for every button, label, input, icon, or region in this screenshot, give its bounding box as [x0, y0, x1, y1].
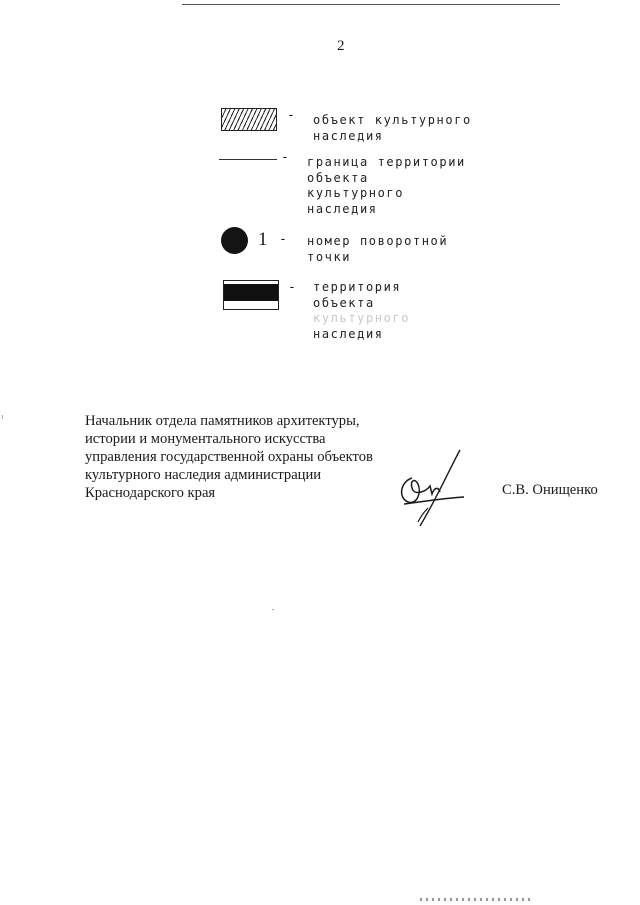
- legend-line: наследия: [313, 128, 384, 143]
- scan-speck: [272, 609, 274, 610]
- handwritten-signature: [390, 448, 470, 528]
- legend-line: объект культурного: [313, 113, 472, 127]
- scan-noise: [420, 898, 530, 901]
- legend-dash: -: [288, 280, 296, 295]
- legend-item-turning-point: [307, 234, 448, 265]
- hatched-object-symbol: [221, 108, 277, 131]
- legend-line: территория: [313, 280, 402, 294]
- legend-line: объекта: [313, 295, 375, 310]
- legend-dash: -: [279, 232, 287, 247]
- territory-fill-symbol: [223, 280, 279, 310]
- legend-line: культурного: [313, 311, 411, 325]
- scan-speck: [2, 415, 3, 419]
- legend-line: граница территории: [307, 155, 466, 169]
- legend-line: объекта: [307, 170, 369, 185]
- legend-line: наследия: [313, 326, 384, 341]
- position-line: истории и монументального искусства: [85, 431, 326, 447]
- position-line: управления государственной охраны объектов: [85, 449, 373, 465]
- position-line: Краснодарского края: [85, 485, 216, 501]
- position-line: Начальник отдела памятников архитектуры,: [85, 413, 360, 429]
- top-edge-line: [182, 4, 560, 5]
- position-line: культурного наследия администрации: [85, 467, 322, 483]
- legend-dash: -: [287, 108, 295, 123]
- legend-item-heritage-territory: [313, 280, 410, 342]
- boundary-line-symbol: [219, 159, 277, 160]
- signer-name: С.В. Онищенко: [502, 482, 598, 498]
- legend-line: культурного: [307, 186, 405, 200]
- legend-line: точки: [307, 249, 352, 264]
- territory-fill: [224, 284, 278, 301]
- signer-position: [85, 412, 405, 502]
- legend-item-heritage-object: [313, 113, 472, 144]
- legend-item-territory-boundary: [307, 155, 466, 217]
- legend-line: номер поворотной: [307, 234, 449, 248]
- legend-line: наследия: [307, 201, 378, 216]
- page-number: 2: [337, 38, 345, 54]
- turning-point-marker-icon: [221, 227, 248, 254]
- turning-point-number: 1: [258, 229, 268, 250]
- legend-dash: -: [281, 150, 289, 165]
